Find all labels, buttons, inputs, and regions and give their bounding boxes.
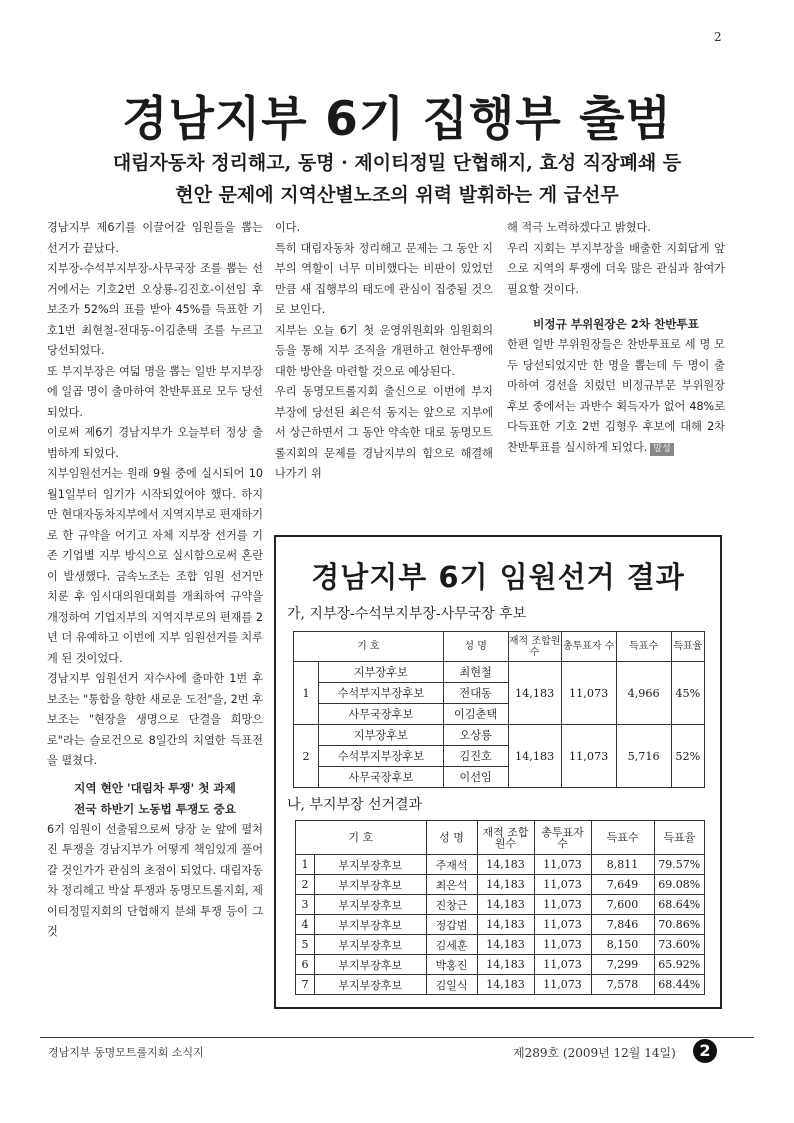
paragraph (507, 335, 725, 458)
paragraph: 해 적극 노력하겠다고 밝혔다. (507, 221, 651, 234)
votes: 7,846 (591, 915, 654, 935)
candidate-name: 김일식 (426, 975, 477, 995)
members: 14,183 (508, 725, 561, 788)
col-header-rate: 득표율 (671, 632, 704, 662)
candidate-name: 김진호 (443, 746, 508, 767)
rate: 79.57% (654, 855, 704, 875)
position: 지부장후보 (319, 662, 444, 683)
row-number: 7 (296, 975, 315, 995)
row-number: 5 (296, 935, 315, 955)
section-b-label: 나, 부지부장 선거결과 (287, 797, 423, 813)
section-a-label: 가, 지부장-수석부지부장-사무국장 후보 (287, 606, 527, 622)
subheadline-1: 대림자동차 정리해고, 동명 · 제이티정밀 단협해지, 효성 직장폐쇄 등 (112, 152, 682, 174)
results-title: 경남지부 6기 임원선거 결과 (311, 560, 685, 594)
col-header-votes: 득표수 (616, 632, 671, 662)
voters: 11,073 (534, 975, 591, 995)
paragraph: 지부는 오늘 6기 첫 운영위원회와 임원회의 등을 통해 지부 조직을 개편하고 현안투쟁에 대한 방안을 마련할 것으로 예상된다. (275, 323, 493, 378)
paragraph: 우리 지회는 부지부장을 배출한 지회답게 앞으로 지역의 투쟁에 더욱 많은 관심과 참여가 필요할 것이다. (507, 241, 725, 296)
votes: 7,649 (591, 875, 654, 895)
votes: 5,716 (616, 725, 671, 788)
table-header-row (294, 632, 705, 662)
row-number: 2 (296, 875, 315, 895)
position: 부지부장후보 (315, 915, 427, 935)
votes: 7,578 (591, 975, 654, 995)
paragraph: 지부임원선거는 원래 9월 중에 실시되어 10월1일부터 임기가 시작되었어야 했다. 하지만 현대자동차지부에서 지역지부로 편재하기로 한 규약을 어기고 자체 지부장 선거를 기존 기업별 지부 방식으로 실시함으로써 혼란이 발생했다. 금속노조는 조합 임원 선거만 치룬 후 임시대의원대회를 개최하여 규약을 개정하여 기업지부의 지역지부로의 편재를 2년 더 유예하고 이번에 지부 임원선거를 치루게 된 것이었다. (47, 467, 264, 665)
candidate-name: 정갑범 (426, 915, 477, 935)
ticket-number: 1 (294, 662, 319, 725)
candidate-name: 진창근 (426, 895, 477, 915)
row-number: 4 (296, 915, 315, 935)
paragraph: 특히 대림자동차 정리해고 문제는 그 동안 지부의 역할이 너무 미비했다는 비판이 있었던 만큼 새 집행부의 태도에 관심이 집중될 것으로 보인다. (275, 241, 493, 316)
position: 수석부지부장후보 (319, 683, 444, 704)
votes: 8,811 (591, 855, 654, 875)
rate: 68.44% (654, 975, 704, 995)
position: 사무국장후보 (319, 767, 444, 788)
members: 14,183 (477, 875, 534, 895)
subheadline-2: 현안 문제에 지역산별노조의 위력 발휘하는 게 급선무 (175, 184, 619, 206)
table-row (296, 915, 705, 935)
rate: 65.92% (654, 955, 704, 975)
candidate-name: 김세훈 (426, 935, 477, 955)
members: 14,183 (477, 855, 534, 875)
paragraph: 6기 임원이 선출됨으로써 당장 눈 앞에 펼쳐진 투쟁을 경남지부가 어떻게 책임있게 풀어갈 것인가가 관심의 초점이 되었다. 대림자동차 정리해고 박살 투쟁과 동명모트롤지회, 제이티정밀지회의 단협해지 분쇄 투쟁 등이 그것 (47, 822, 263, 938)
voters: 11,073 (534, 935, 591, 955)
table-row (296, 875, 705, 895)
election-results-box (274, 535, 722, 1009)
position: 지부장후보 (319, 725, 444, 746)
position: 부지부장후보 (315, 895, 427, 915)
col-header-rate: 득표율 (654, 821, 704, 855)
votes: 8,150 (591, 935, 654, 955)
members: 14,183 (477, 975, 534, 995)
paragraph: 경남지부 제6기를 이끌어갈 임원들을 뽑는 선거가 끝났다. (47, 221, 263, 255)
candidate-name: 오상룡 (443, 725, 508, 746)
section-subheading: 비정규 부위원장은 2차 찬반투표 (533, 317, 699, 331)
section-subheading: 지역 현안 '대림차 투쟁' 첫 과제 (74, 780, 236, 795)
candidate-name: 최현철 (443, 662, 508, 683)
paragraph-text: 한편 일반 부위원장들은 찬반투표로 세 명 모두 당선되었지만 한 명을 뽑는데 두 명이 출마하여 경선을 치렀던 비정규부문 부위원장 후보 중에서는 과반수 획득자가 없어 48%로 다득표한 기호 2번 김형우 후보에 대해 2차 찬반투표를 실시하게 되었다. (507, 338, 725, 454)
voters: 11,073 (534, 955, 591, 975)
col-header-votes: 득표수 (591, 821, 654, 855)
section-subheading: 전국 하반기 노동법 투쟁도 중요 (74, 801, 236, 816)
table-row (296, 955, 705, 975)
top-page-number: 2 (714, 30, 722, 44)
position: 부지부장후보 (315, 955, 427, 975)
article-column-1 (47, 218, 263, 943)
position: 부지부장후보 (315, 975, 427, 995)
position: 수석부지부장후보 (319, 746, 444, 767)
rate: 70.86% (654, 915, 704, 935)
voters: 11,073 (534, 875, 591, 895)
members: 14,183 (477, 935, 534, 955)
candidate-name: 주재석 (426, 855, 477, 875)
votes: 7,600 (591, 895, 654, 915)
table-row (294, 662, 705, 683)
col-header-members: 재적 조합원수 (508, 632, 561, 662)
paragraph: 이로써 제6기 경남지부가 오늘부터 정상 출범하게 되었다. (47, 426, 263, 460)
candidate-name: 박홍진 (426, 955, 477, 975)
votes: 7,299 (591, 955, 654, 975)
col-header-number: 기 호 (294, 632, 444, 662)
members: 14,183 (508, 662, 561, 725)
rate: 69.08% (654, 875, 704, 895)
paragraph: 우리 동명모트롤지회 출신으로 이번에 부지부장에 당선된 최은석 동지는 앞으로 지부에서 상근하면서 그 동안 약속한 대로 동명모트롤지회의 문제를 경남지부의 힘으로 해결해 나가기 위 (275, 385, 493, 480)
voters: 11,073 (534, 855, 591, 875)
ticket-number: 2 (294, 725, 319, 788)
row-number: 6 (296, 955, 315, 975)
footer-divider (40, 1037, 754, 1038)
table-header-row (296, 821, 705, 855)
footer-issue: 제289호 (2009년 12월 14일) (513, 1046, 676, 1060)
table-row (296, 895, 705, 915)
paragraph: 지부장-수석부지부장-사무국장 조를 뽑는 선거에서는 기호2번 오상룡-김진호-이선임 후보조가 52%의 표를 받아 45%를 득표한 기호1번 최현철-전대동-이김춘택 조를 누르고 당선되었다. (47, 262, 263, 357)
rate: 68.64% (654, 895, 704, 915)
footer-page-number: 2 (693, 1039, 717, 1063)
table-b-vice-president (295, 820, 705, 995)
table-row (294, 725, 705, 746)
position: 부지부장후보 (315, 875, 427, 895)
paragraph: 또 부지부장은 여덟 명을 뽑는 일반 부지부장에 일곱 명이 출마하여 찬반투표로 모두 당선되었다. (47, 364, 263, 419)
members: 14,183 (477, 895, 534, 915)
rate: 73.60% (654, 935, 704, 955)
paragraph: 이다. (275, 221, 301, 234)
rate: 45% (671, 662, 704, 725)
voters: 11,073 (534, 915, 591, 935)
position: 부지부장후보 (315, 855, 427, 875)
col-header-number: 기 호 (296, 821, 427, 855)
voters: 11,073 (534, 895, 591, 915)
candidate-name: 이선임 (443, 767, 508, 788)
footer-publication: 경남지부 동명모트롤지회 소식지 (48, 1046, 204, 1059)
table-row (296, 855, 705, 875)
col-header-name: 성 명 (443, 632, 508, 662)
candidate-name: 이김춘택 (443, 704, 508, 725)
voters: 11,073 (561, 662, 616, 725)
reporter-badge: 말성 (650, 443, 673, 456)
position: 부지부장후보 (315, 935, 427, 955)
rate: 52% (671, 725, 704, 788)
paragraph: 경남지부 임원선거 지수사에 출마한 1번 후보조는 "통합을 향한 새로운 도전"을, 2번 후보조는 "현장을 생명으로 단결을 희망으로"라는 슬로건으로 8일간의 치열한 득표전을 펼쳤다. (47, 672, 263, 767)
article-column-2 (275, 218, 493, 485)
table-row (296, 975, 705, 995)
row-number: 3 (296, 895, 315, 915)
col-header-voters: 총투표자 수 (561, 632, 616, 662)
members: 14,183 (477, 915, 534, 935)
table-row (296, 935, 705, 955)
position: 사무국장후보 (319, 704, 444, 725)
headline: 경남지부 6기 집행부 출범 (122, 92, 672, 147)
article-column-3 (507, 218, 725, 458)
row-number: 1 (296, 855, 315, 875)
col-header-members: 재적 조합원수 (477, 821, 534, 855)
voters: 11,073 (561, 725, 616, 788)
col-header-voters: 총투표자 수 (534, 821, 591, 855)
votes: 4,966 (616, 662, 671, 725)
members: 14,183 (477, 955, 534, 975)
table-a-president-ticket (293, 631, 705, 788)
candidate-name: 최은석 (426, 875, 477, 895)
candidate-name: 전대동 (443, 683, 508, 704)
col-header-name: 성 명 (426, 821, 477, 855)
